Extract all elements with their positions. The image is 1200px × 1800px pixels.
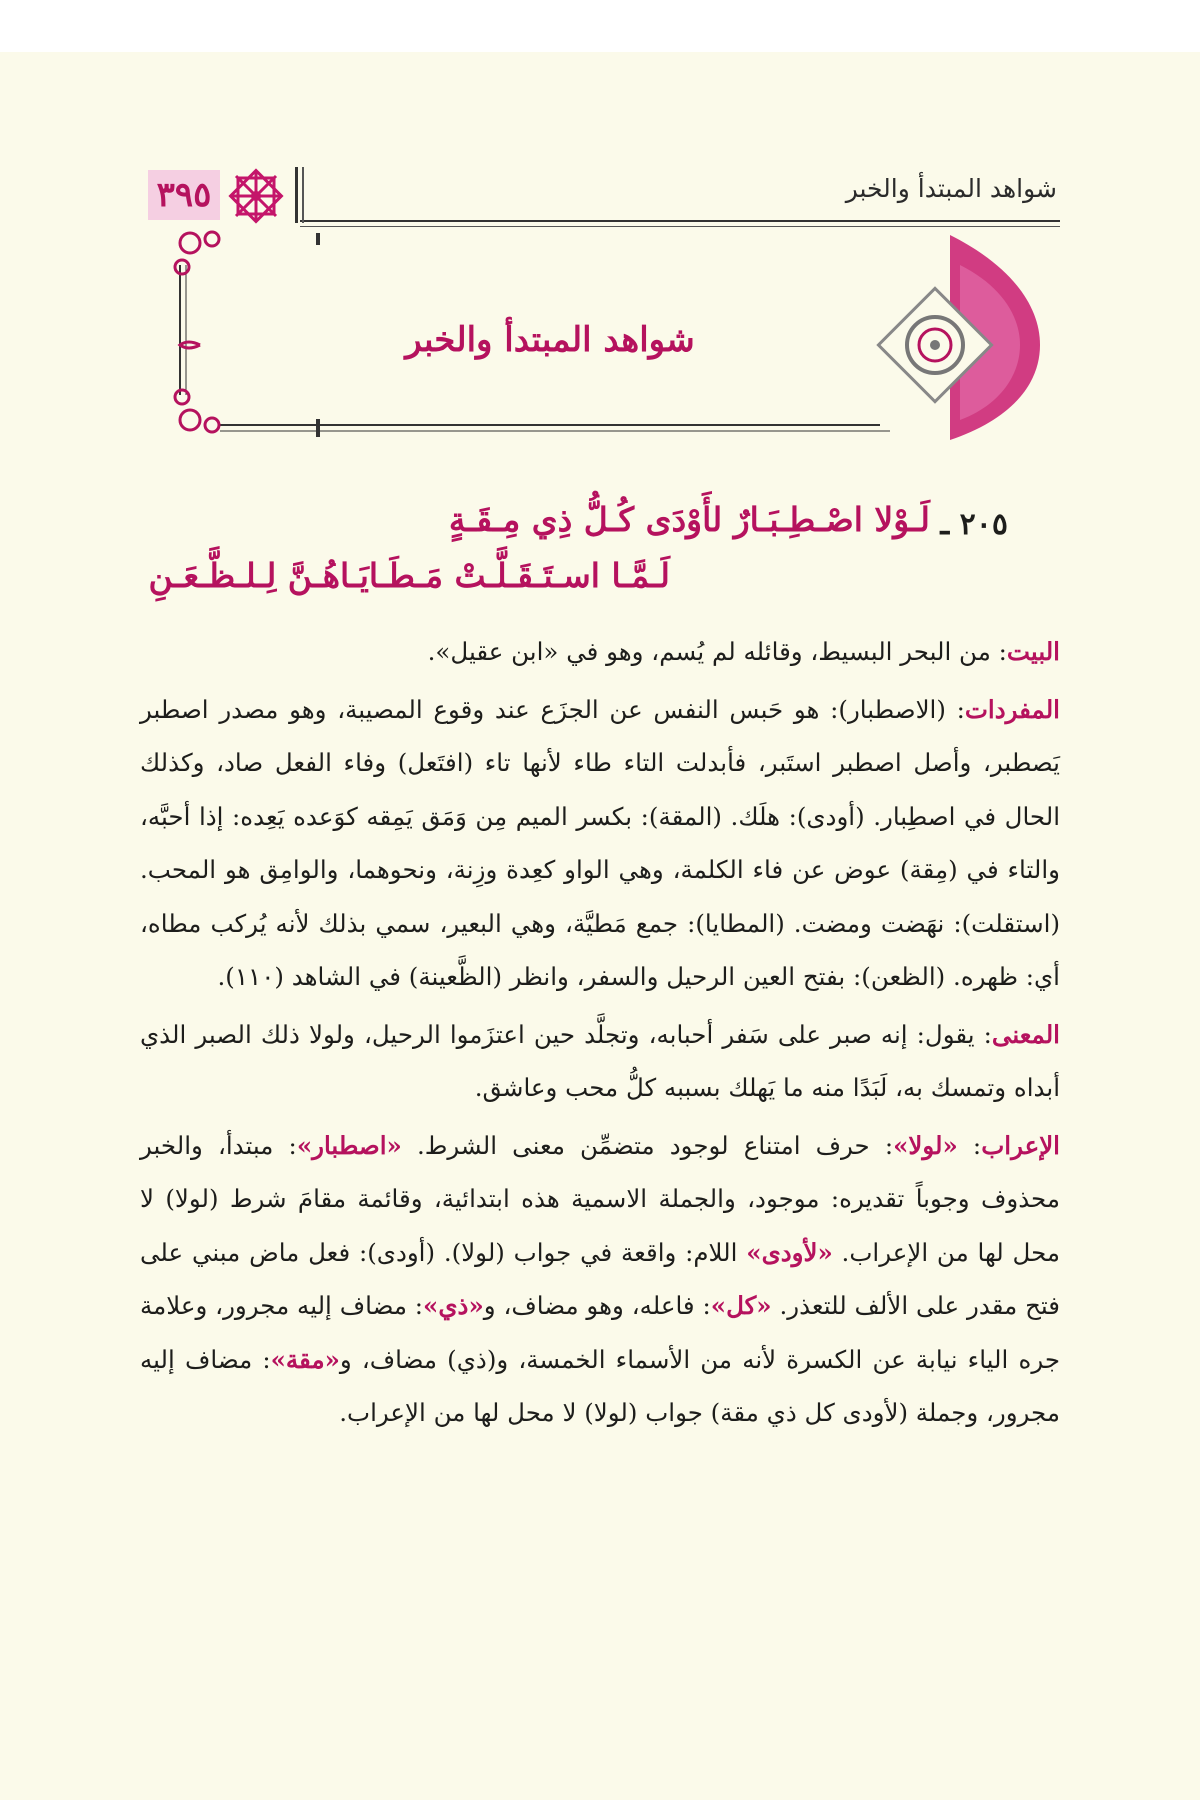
header-divider bbox=[295, 167, 298, 223]
rosette-ornament-icon bbox=[878, 235, 1040, 440]
header-rule bbox=[300, 220, 1060, 222]
irab-text: : مبتدأ، والخبر محذوف وجوباً تقديره: موجود، والجملة الاسمية هذه ابتدائية، وقائمة مقامَ شرط (لولا) لا محل لها من الإعراب. bbox=[140, 1130, 1061, 1267]
verse-line-2: لَـمَّـا اسـتَـقَـلَّـتْ مَـطَـايَـاهُـنَّ لِـلـظَّـعَـنِ bbox=[148, 556, 670, 595]
irab-text: : مضاف إليه مجرور، وعلامة جره الياء نيابة عن الكسرة لأنه من الأسماء الخمسة، و(ذي) مضاف، و bbox=[140, 1291, 1060, 1374]
irab-text: : حرف امتناع لوجود متضمِّن معنى الشرط. bbox=[401, 1130, 894, 1160]
irab-text: : مضاف إليه مجرور، وجملة (لأودى كل ذي مقة) جواب (لولا) لا محل لها من الإعراب. bbox=[140, 1344, 1060, 1427]
commentary-body bbox=[140, 625, 1060, 1444]
irab-text: : bbox=[957, 1130, 982, 1160]
section-bayt bbox=[140, 625, 1060, 679]
section-text: : من البحر البسيط، وقائله لم يُسم، وهو في «ابن عقيل». bbox=[427, 637, 1007, 666]
section-text: : (الاصطبار): هو حَبس النفس عن الجزَع عند وقوع المصيبة، وهو مصدر اصطبر يَصطبر، وأصل اصطبر استَبر، فأبدلت التاء طاء لأنها تاء (افتَعل) وفاء الفعل صاد، وكذلك الحال في اصطِبار. (أودى): هلَك. (المقة): بكسر الميم مِن وَمَق يَمِقه كوَعده يَعِده: إذا أحبَّه، والتاء في (مِقة) عوض عن فاء الكلمة، وهي الواو كعِدة وزِنة، ونحوهما، والوامِق هو المحب. (استقلت): نهَضت ومضت. (المطايا): جمع مَطيَّة، وهي البعير، سمي بذلك لأنه يُركب مطاه، أي: ظهره. (الظعن): بفتح العين الرحيل والسفر، وانظر (الظَّعينة) في الشاهد (١١٠). bbox=[140, 694, 1060, 991]
irab-keyword: «لولا» bbox=[893, 1130, 958, 1160]
section-label: المفردات bbox=[964, 694, 1060, 724]
header-divider-thin bbox=[302, 167, 304, 223]
irab-text: اللام: واقعة في جواب (لولا). (أودى): فعل ماض مبني على فتح مقدر على الألف للتعذر. bbox=[140, 1237, 1060, 1320]
irab-text: : فاعله، وهو مضاف، و bbox=[483, 1291, 711, 1320]
page-number: ٣٩٥ bbox=[148, 170, 220, 220]
section-label: الإعراب bbox=[981, 1130, 1060, 1160]
irab-keyword: «مقة» bbox=[270, 1344, 340, 1374]
section-label: المعنى bbox=[991, 1019, 1060, 1049]
chapter-title: شواهد المبتدأ والخبر bbox=[405, 320, 695, 360]
section-irab bbox=[140, 1119, 1060, 1440]
chapter-banner bbox=[170, 225, 1050, 450]
irab-keyword: «كل» bbox=[710, 1291, 772, 1320]
section-mufradat bbox=[140, 683, 1060, 1004]
running-title: شواهد المبتدأ والخبر bbox=[845, 174, 1057, 203]
corner-ornament-icon bbox=[175, 232, 219, 432]
irab-keyword: «ذي» bbox=[423, 1291, 484, 1320]
section-label: البيت bbox=[1006, 637, 1060, 666]
irab-keyword: «اصطبار» bbox=[296, 1130, 402, 1160]
section-maana bbox=[140, 1008, 1060, 1115]
star-ornament-icon bbox=[228, 168, 284, 224]
verse-line-1: لَـوْلا اصْـطِـبَـارٌ لأَوْدَى كُـلُّ ذِي مِـقَـةٍ bbox=[448, 500, 930, 539]
section-text: : يقول: إنه صبر على سَفر أحبابه، وتجلَّد حين اعتزَموا الرحيل، ولولا ذلك الصبر الذي أبداه وتمسك به، لَبَدًا منه ما يَهلك بسببه كلُّ محب وعاشق. bbox=[140, 1019, 1060, 1102]
verse-number: ٢٠٥ ـ bbox=[940, 507, 1008, 542]
irab-keyword: «لأودى» bbox=[746, 1237, 833, 1267]
running-header bbox=[140, 110, 1060, 220]
